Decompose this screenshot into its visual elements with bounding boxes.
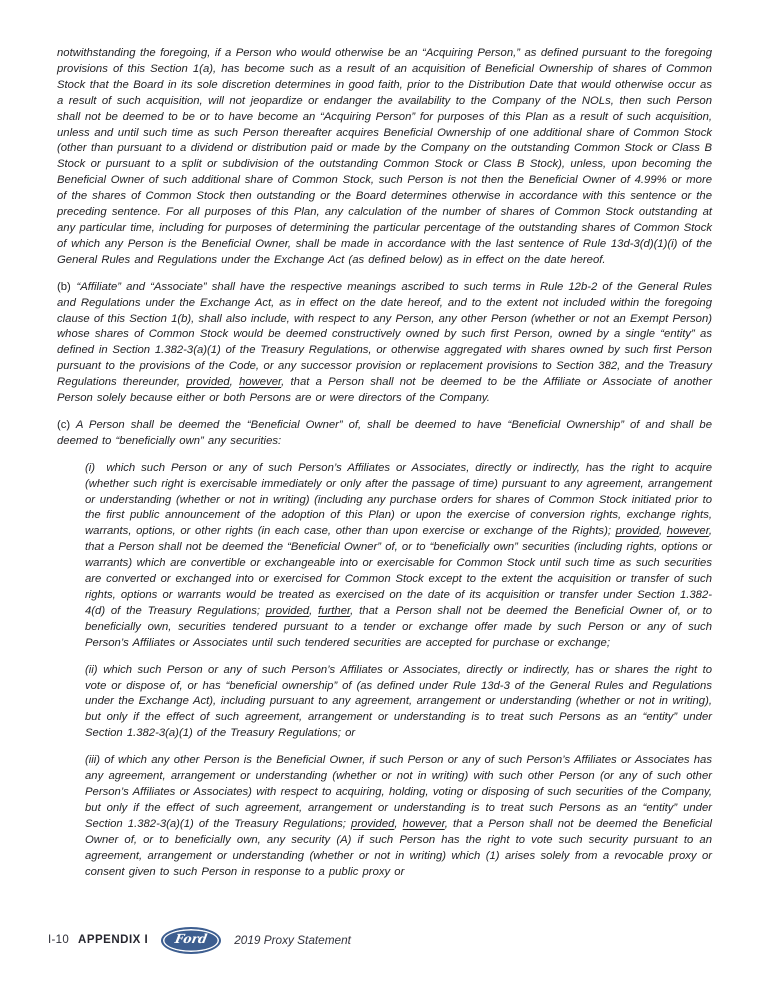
underlined-term: however	[239, 376, 282, 389]
paragraph-section-1c-beneficial-owner	[57, 418, 712, 450]
text-segment: , that a Person shall not be deemed to be the Affiliate or Associate of another Person solely because either or both Persons are or were directors of the Company.	[57, 376, 712, 405]
paragraph-section-1a-continuation	[57, 46, 712, 269]
underlined-term: provided	[615, 525, 659, 538]
text-segment: (i) which such Person or any of such Person’s Affiliates or Associates, directly or indirectly, has the right to acquire (whether such right is exercisable immediately or only after the passage of time) pursuant to any agreement, arrangement or understanding (whether or not in writing) (including any purchase orders for shares of Common Stock initiated prior to the first public announcement of the adoption of this Plan) or upon the exercise of conversion rights, exchange rights, warrants, options, or other rights (in each case, other than upon exercise or exchange of the Rights);	[85, 461, 712, 538]
appendix-label: APPENDIX I	[78, 934, 149, 946]
text-segment: , that a Person shall not be deemed the Beneficial Owner of, or to beneficially own, any security (A) if such Person has the right to vote such security pursuant to an agreement, arrangement or understanding (whether or not in writing) which (1) arises solely from a revocable proxy or consent given to such Person in response to a public proxy or	[85, 817, 712, 878]
text-segment: ,	[394, 817, 403, 830]
text-segment: ,	[309, 604, 319, 617]
text-segment: A Person shall be deemed the “Beneficial Owner” of, shall be deemed to have “Beneficial Ownership” of and shall be deemed to “beneficially own” any securities:	[57, 418, 712, 447]
paragraph-clause-iii	[85, 753, 712, 880]
ford-logo-script: Ford	[174, 931, 209, 947]
underlined-term: however	[666, 525, 709, 538]
paragraph-section-1b-affiliate-associate	[57, 280, 712, 407]
proxy-statement-label: 2019 Proxy Statement	[234, 933, 351, 947]
text-segment: ,	[658, 525, 667, 538]
clause-marker: (b)	[57, 280, 71, 293]
clause-marker: (c)	[57, 418, 71, 431]
text-segment: (iii) of which any other Person is the Beneficial Owner, if such Person or any of such Person’s Affiliates or Associates has any agreement, arrangement or understanding (whether or not in writing) with such other Person (or any of such other Person’s Affiliates or Associates) with respect to acquiring, holding, voting or disposing of such securities of the Company, but only if the effect of such agreement, arrangement or understanding is to treat such Persons as an “entity” under Section 1.382-3(a)(1) of the Treasury Regulations;	[85, 754, 712, 830]
text-segment: (ii) which such Person or any of such Person’s Affiliates or Associates, directly or indirectly, has or shares the right to vote or dispose of, or has “beneficial ownership” of (as defined under Rule 13d-3 of the General Rules and Regulations under the Exchange Act), including pursuant to any agreement, arrangement or understanding (whether or not in writing), but only if the effect of such agreement, arrangement or understanding is to treat such Persons as an “entity” under Section 1.382-3(a)(1) of the Treasury Regulations; or	[85, 663, 712, 740]
text-segment: , that a Person shall not be deemed the Beneficial Owner of, or to beneficially own, securities tendered pursuant to a tender or exchange offer made by such Person or any of such Person’s Affiliates or Associates until such tendered securities are accepted for purchase or exchange;	[85, 604, 712, 649]
underlined-term: provided	[265, 604, 310, 617]
text-segment: ,	[229, 376, 240, 389]
page-footer	[48, 927, 351, 953]
text-segment: “Affiliate” and “Associate” shall have the respective meanings ascribed to such terms in Rule 12b-2 of the General Rules and Regulations under the Exchange Act, as in effect on the date hereof, and to the extent not included within the foregoing clause of this Section 1(b), shall also include, with respect to any Person, any other Person (whether or not an Exempt Person) whose shares of Common Stock would be deemed constructively owned by such first Person, owned by a single “entity” as defined in Section 1.382-3(a)(1) of the Treasury Regulations, or otherwise aggregated with shares owned by such first Person pursuant to the provisions of the Code, or any successor provision or replacement provisions to Section 382, and the Treasury Regulations thereunder,	[57, 280, 712, 389]
ford-logo-icon	[161, 927, 221, 954]
document-body	[57, 46, 712, 891]
text-segment: notwithstanding the foregoing, if a Person who would otherwise be an “Acquiring Person,” as defined pursuant to the foregoing provisions of this Section 1(a), has become such as a result of an acquisition of Beneficial Ownership of shares of Common Stock that the Board in its sole discretion determines in good faith, prior to the Distribution Date that would otherwise occur as a result of such acquisition, will not jeopardize or endanger the availability to the Company of the NOLs, then such Person shall not be deemed to be or to have become an “Acquiring Person” for purposes of this Plan as a result of such acquisition, unless and until such time as such Person thereafter acquires Beneficial Ownership of one additional share of Common Stock (other than pursuant to a dividend or distribution paid or made by the Company on the outstanding Common Stock or Class B Stock or pursuant to a split or subdivision of the outstanding Common Stock or Class B Stock), unless, upon becoming the Beneficial Owner of such additional share of Common Stock, such Person is not then the Beneficial Owner of 4.99% or more of the shares of Common Stock then outstanding or the Board determines otherwise in accordance with this sentence or the preceding sentence. For all purposes of this Plan, any calculation of the number of shares of Common Stock outstanding at any particular time, including for purposes of determining the particular percentage of the outstanding shares of Common Stock of which any Person is the Beneficial Owner, shall be made in accordance with the last sentence of Rule 13d-3(d)(1)(i) of the General Rules and Regulations under the Exchange Act (as defined below) as in effect on the date hereof.	[57, 47, 712, 266]
page-number: I-10	[48, 934, 70, 946]
paragraph-clause-i	[85, 461, 712, 652]
underlined-term: provided	[351, 817, 395, 830]
paragraph-clause-ii	[85, 663, 712, 743]
underlined-term: provided	[186, 376, 230, 389]
underlined-term: further	[318, 604, 351, 617]
underlined-term: however	[402, 817, 445, 830]
text-segment: , that a Person shall not be deemed the “Beneficial Owner” of, or to “beneficially own” securities (including rights, options or warrants) which are convertible or exchangeable into or exercisable for Common Stock until such time as such securities are converted or exchanged into or exercised for Common Stock except to the extent the acquisition or transfer of such rights, options or warrants would be treated as exercised on the date of its acquisition or transfer under Section 1.382-4(d) of the Treasury Regulations;	[85, 525, 712, 617]
